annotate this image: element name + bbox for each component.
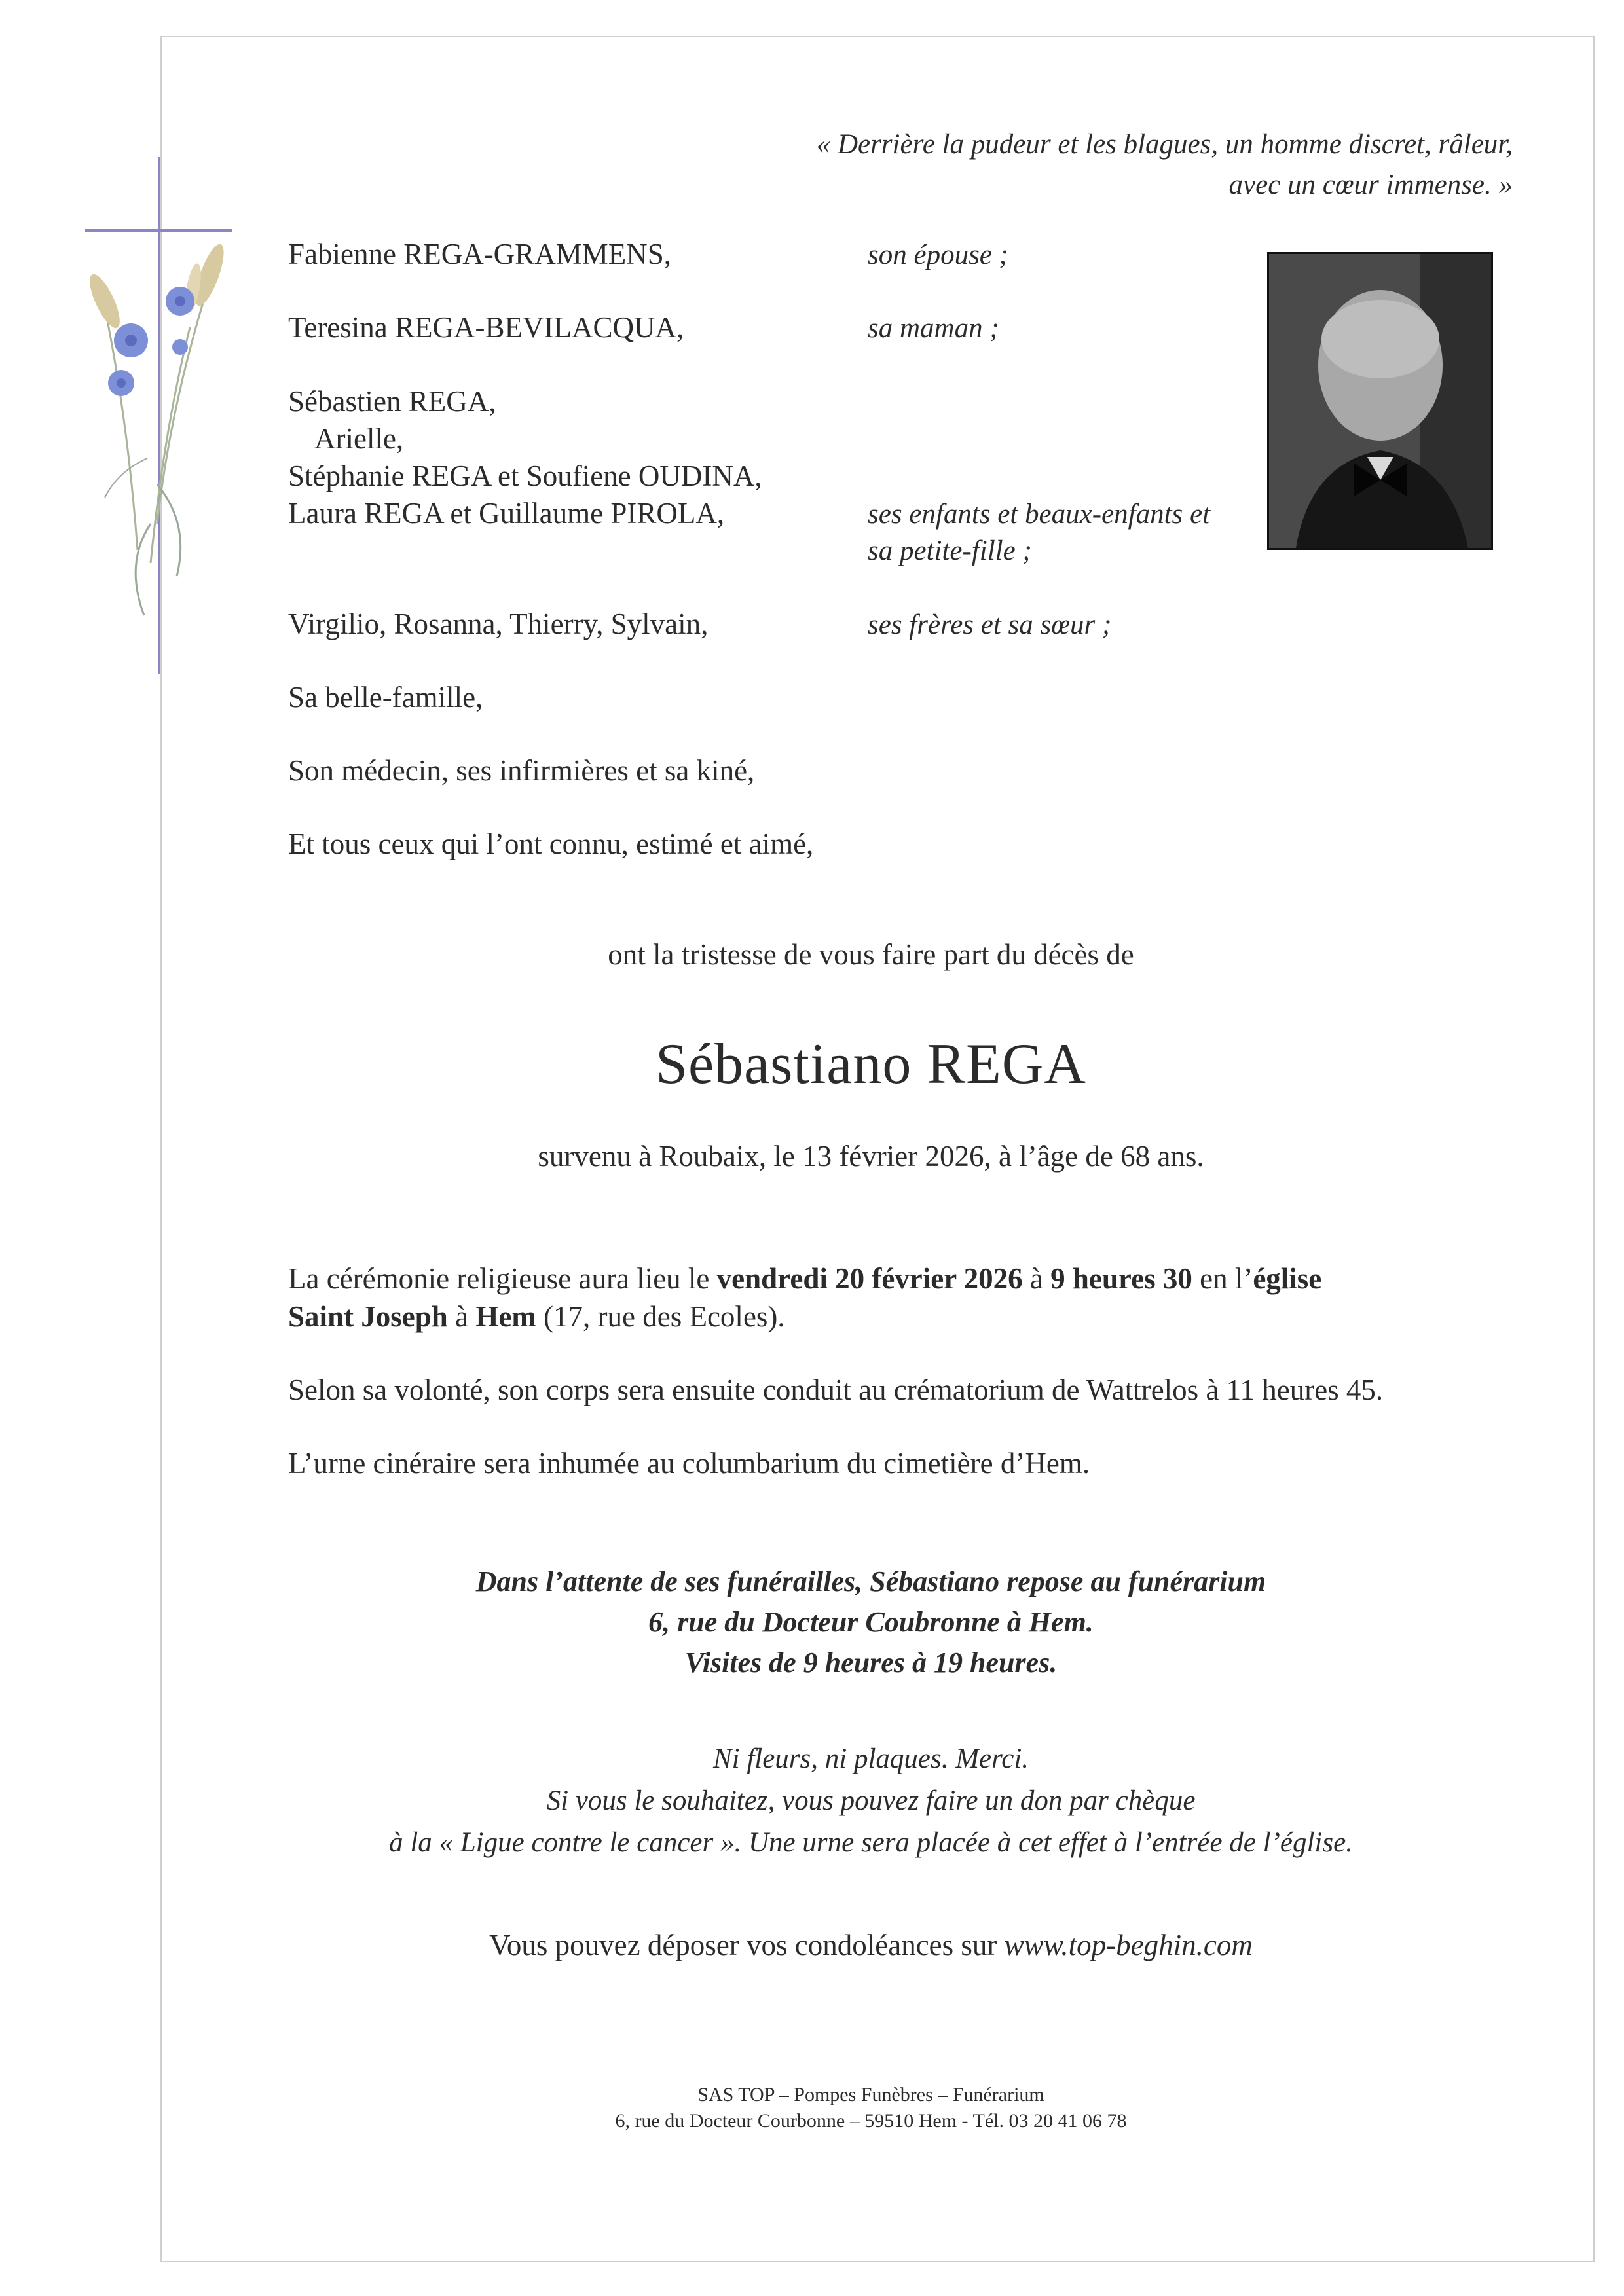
funerarium-block: [288, 1561, 1454, 1683]
condolences-text: Vous pouvez déposer vos condoléances sur: [489, 1929, 1005, 1961]
family-wife-name: Fabienne REGA-GRAMMENS,: [288, 238, 671, 270]
ceremony-town: Hem: [475, 1300, 536, 1333]
ceremony-text: à: [1022, 1262, 1051, 1295]
condolences-line: [288, 1928, 1454, 1962]
cross-flowers-decoration: [59, 157, 255, 681]
epitaph-quote: [792, 124, 1513, 206]
ceremony-text: en l’: [1192, 1262, 1253, 1295]
cremation-info: Selon sa volonté, son corps sera ensuite conduit au crématorium de Wattrelos à 11 heures 45.: [288, 1374, 1384, 1406]
quote-line-2: avec un cœur immense. »: [1228, 170, 1513, 200]
family-siblings-role: ses frères et sa sœur ;: [868, 610, 1112, 640]
deceased-photo: [1267, 252, 1493, 550]
flowers-line-1: Ni fleurs, ni plaques. Merci.: [712, 1743, 1029, 1774]
family-child-1: Sébastien REGA,: [288, 385, 496, 418]
family-mother-role: sa maman ;: [868, 313, 999, 344]
death-details: survenu à Roubaix, le 13 février 2026, à l’âge de 68 ans.: [538, 1140, 1204, 1173]
ceremony-text: La cérémonie religieuse aura lieu le: [288, 1262, 717, 1295]
flowers-line-2: Si vous le souhaitez, vous pouvez faire un don par chèque: [546, 1785, 1196, 1816]
ceremony-line-2: [288, 1298, 785, 1335]
family-others: Et tous ceux qui l’ont connu, estimé et aimé,: [288, 828, 814, 860]
funerarium-line-2: 6, rue du Docteur Coubronne à Hem.: [648, 1606, 1094, 1638]
funerarium-line-3: Visites de 9 heures à 19 heures.: [684, 1647, 1058, 1679]
footer-line-1: SAS TOP – Pompes Funèbres – Funérarium: [697, 2084, 1044, 2105]
family-siblings-name: Virgilio, Rosanna, Thierry, Sylvain,: [288, 608, 709, 640]
family-in-laws: Sa belle-famille,: [288, 681, 483, 714]
family-children-role-2: sa petite-fille ;: [868, 536, 1032, 566]
announcement-intro: ont la tristesse de vous faire part du décès de: [608, 938, 1134, 971]
flowers-line-3: à la « Ligue contre le cancer ». Une urne sera placée à cet effet à l’entrée de l’église.: [389, 1827, 1353, 1858]
condolences-link[interactable]: www.top-beghin.com: [1004, 1929, 1253, 1961]
deceased-name: Sébastiano REGA: [655, 1032, 1086, 1096]
family-child-3: Laura REGA et Guillaume PIROLA,: [288, 497, 725, 530]
footer-line-2: 6, rue du Docteur Courbonne – 59510 Hem - Tél. 03 20 41 06 78: [615, 2110, 1127, 2132]
family-wife-role: son épouse ;: [868, 240, 1008, 270]
ceremony-time: 9 heures 30: [1050, 1262, 1192, 1295]
funerarium-line-1: Dans l’attente de ses funérailles, Sébastiano repose au funérarium: [475, 1565, 1266, 1597]
family-medical: Son médecin, ses infirmières et sa kiné,: [288, 754, 755, 787]
ceremony-text: à: [447, 1300, 476, 1333]
ceremony-address: (17, rue des Ecoles).: [536, 1300, 785, 1333]
ceremony-line-1: [288, 1260, 1321, 1297]
family-grandchild: Arielle,: [314, 422, 404, 455]
family-mother-name: Teresina REGA-BEVILACQUA,: [288, 311, 684, 344]
donation-block: [288, 1738, 1454, 1864]
footer: [288, 2082, 1454, 2134]
urn-info: L’urne cinéraire sera inhumée au columbarium du cimetière d’Hem.: [288, 1447, 1090, 1480]
quote-line-1: « Derrière la pudeur et les blagues, un homme discret, râleur,: [816, 129, 1513, 160]
ceremony-date: vendredi 20 février 2026: [716, 1262, 1023, 1295]
ceremony-church: église: [1253, 1262, 1322, 1295]
family-child-2: Stéphanie REGA et Soufiene OUDINA,: [288, 460, 762, 492]
family-children-role-1: ses enfants et beaux-enfants et: [868, 499, 1211, 530]
ceremony-church-name: Saint Joseph: [288, 1300, 448, 1333]
